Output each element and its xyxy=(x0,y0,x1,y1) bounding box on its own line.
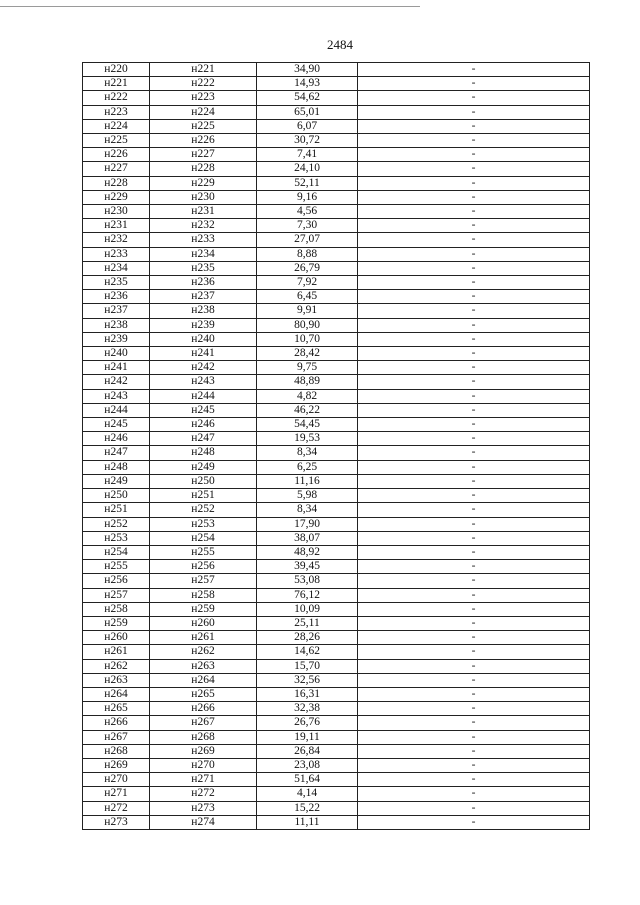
table-row xyxy=(83,276,590,290)
to-point-cell: н245 xyxy=(150,403,257,417)
distance-cell: 8,88 xyxy=(257,247,358,261)
to-point-cell: н224 xyxy=(150,105,257,119)
distance-cell: 19,11 xyxy=(257,730,358,744)
table-row xyxy=(83,318,590,332)
to-point-cell: н225 xyxy=(150,119,257,133)
note-cell: - xyxy=(358,219,590,233)
table-row xyxy=(83,787,590,801)
to-point-cell: н242 xyxy=(150,361,257,375)
from-point-cell: н231 xyxy=(83,219,150,233)
table-row xyxy=(83,261,590,275)
distance-cell: 80,90 xyxy=(257,318,358,332)
distance-cell: 6,25 xyxy=(257,460,358,474)
table-row xyxy=(83,588,590,602)
distance-cell: 27,07 xyxy=(257,233,358,247)
note-cell: - xyxy=(358,616,590,630)
table-row xyxy=(83,375,590,389)
note-cell: - xyxy=(358,432,590,446)
note-cell: - xyxy=(358,545,590,559)
table-row xyxy=(83,616,590,630)
table-body xyxy=(83,63,590,830)
distance-cell: 24,10 xyxy=(257,162,358,176)
to-point-cell: н252 xyxy=(150,503,257,517)
note-cell: - xyxy=(358,687,590,701)
table-row xyxy=(83,205,590,219)
from-point-cell: н220 xyxy=(83,63,150,77)
to-point-cell: н230 xyxy=(150,190,257,204)
note-cell: - xyxy=(358,787,590,801)
distance-cell: 34,90 xyxy=(257,63,358,77)
table-row xyxy=(83,560,590,574)
to-point-cell: н235 xyxy=(150,261,257,275)
from-point-cell: н245 xyxy=(83,418,150,432)
from-point-cell: н257 xyxy=(83,588,150,602)
note-cell: - xyxy=(358,815,590,829)
to-point-cell: н256 xyxy=(150,560,257,574)
to-point-cell: н239 xyxy=(150,318,257,332)
table-row xyxy=(83,744,590,758)
from-point-cell: н238 xyxy=(83,318,150,332)
distance-cell: 4,56 xyxy=(257,205,358,219)
note-cell: - xyxy=(358,517,590,531)
from-point-cell: н264 xyxy=(83,687,150,701)
note-cell: - xyxy=(358,631,590,645)
distance-cell: 28,26 xyxy=(257,631,358,645)
to-point-cell: н228 xyxy=(150,162,257,176)
distance-cell: 65,01 xyxy=(257,105,358,119)
table-row xyxy=(83,489,590,503)
to-point-cell: н254 xyxy=(150,531,257,545)
table-row xyxy=(83,162,590,176)
from-point-cell: н255 xyxy=(83,560,150,574)
note-cell: - xyxy=(358,361,590,375)
table-row xyxy=(83,730,590,744)
note-cell: - xyxy=(358,716,590,730)
distance-cell: 4,82 xyxy=(257,389,358,403)
top-rule xyxy=(0,6,420,7)
note-cell: - xyxy=(358,162,590,176)
note-cell: - xyxy=(358,63,590,77)
to-point-cell: н222 xyxy=(150,77,257,91)
to-point-cell: н249 xyxy=(150,460,257,474)
from-point-cell: н236 xyxy=(83,290,150,304)
distance-cell: 51,64 xyxy=(257,773,358,787)
from-point-cell: н232 xyxy=(83,233,150,247)
to-point-cell: н265 xyxy=(150,687,257,701)
to-point-cell: н267 xyxy=(150,716,257,730)
distance-cell: 7,30 xyxy=(257,219,358,233)
to-point-cell: н255 xyxy=(150,545,257,559)
table-row xyxy=(83,332,590,346)
table-row xyxy=(83,361,590,375)
table-row xyxy=(83,290,590,304)
distance-cell: 26,84 xyxy=(257,744,358,758)
from-point-cell: н268 xyxy=(83,744,150,758)
from-point-cell: н273 xyxy=(83,815,150,829)
note-cell: - xyxy=(358,318,590,332)
distance-cell: 76,12 xyxy=(257,588,358,602)
note-cell: - xyxy=(358,730,590,744)
distance-cell: 26,79 xyxy=(257,261,358,275)
distance-cell: 48,89 xyxy=(257,375,358,389)
note-cell: - xyxy=(358,276,590,290)
note-cell: - xyxy=(358,134,590,148)
distance-cell: 14,93 xyxy=(257,77,358,91)
note-cell: - xyxy=(358,304,590,318)
from-point-cell: н222 xyxy=(83,91,150,105)
from-point-cell: н246 xyxy=(83,432,150,446)
from-point-cell: н256 xyxy=(83,574,150,588)
table-row xyxy=(83,773,590,787)
table-row xyxy=(83,517,590,531)
table-row xyxy=(83,389,590,403)
note-cell: - xyxy=(358,332,590,346)
note-cell: - xyxy=(358,801,590,815)
to-point-cell: н233 xyxy=(150,233,257,247)
note-cell: - xyxy=(358,247,590,261)
distance-cell: 7,41 xyxy=(257,148,358,162)
note-cell: - xyxy=(358,418,590,432)
note-cell: - xyxy=(358,77,590,91)
table-row xyxy=(83,446,590,460)
note-cell: - xyxy=(358,105,590,119)
note-cell: - xyxy=(358,503,590,517)
note-cell: - xyxy=(358,389,590,403)
to-point-cell: н248 xyxy=(150,446,257,460)
from-point-cell: н262 xyxy=(83,659,150,673)
from-point-cell: н261 xyxy=(83,645,150,659)
from-point-cell: н244 xyxy=(83,403,150,417)
table-row xyxy=(83,602,590,616)
note-cell: - xyxy=(358,773,590,787)
distance-cell: 48,92 xyxy=(257,545,358,559)
distance-cell: 9,75 xyxy=(257,361,358,375)
distance-cell: 28,42 xyxy=(257,347,358,361)
table-row xyxy=(83,176,590,190)
note-cell: - xyxy=(358,190,590,204)
distance-cell: 23,08 xyxy=(257,758,358,772)
distance-cell: 9,91 xyxy=(257,304,358,318)
from-point-cell: н251 xyxy=(83,503,150,517)
note-cell: - xyxy=(358,403,590,417)
to-point-cell: н264 xyxy=(150,673,257,687)
note-cell: - xyxy=(358,176,590,190)
distance-cell: 8,34 xyxy=(257,503,358,517)
data-table xyxy=(82,62,590,830)
distance-cell: 11,11 xyxy=(257,815,358,829)
to-point-cell: н229 xyxy=(150,176,257,190)
note-cell: - xyxy=(358,474,590,488)
distance-cell: 30,72 xyxy=(257,134,358,148)
note-cell: - xyxy=(358,744,590,758)
page-number: 2484 xyxy=(327,37,353,52)
to-point-cell: н243 xyxy=(150,375,257,389)
to-point-cell: н231 xyxy=(150,205,257,219)
note-cell: - xyxy=(358,261,590,275)
note-cell: - xyxy=(358,659,590,673)
to-point-cell: н274 xyxy=(150,815,257,829)
from-point-cell: н259 xyxy=(83,616,150,630)
from-point-cell: н221 xyxy=(83,77,150,91)
from-point-cell: н242 xyxy=(83,375,150,389)
distance-cell: 6,45 xyxy=(257,290,358,304)
table-row xyxy=(83,247,590,261)
from-point-cell: н234 xyxy=(83,261,150,275)
to-point-cell: н253 xyxy=(150,517,257,531)
distance-cell: 19,53 xyxy=(257,432,358,446)
distance-cell: 53,08 xyxy=(257,574,358,588)
table-row xyxy=(83,687,590,701)
distance-cell: 15,22 xyxy=(257,801,358,815)
from-point-cell: н253 xyxy=(83,531,150,545)
to-point-cell: н232 xyxy=(150,219,257,233)
from-point-cell: н267 xyxy=(83,730,150,744)
distance-cell: 4,14 xyxy=(257,787,358,801)
note-cell: - xyxy=(358,489,590,503)
from-point-cell: н265 xyxy=(83,702,150,716)
from-point-cell: н247 xyxy=(83,446,150,460)
to-point-cell: н240 xyxy=(150,332,257,346)
table-row xyxy=(83,190,590,204)
table-row xyxy=(83,91,590,105)
distance-cell: 17,90 xyxy=(257,517,358,531)
to-point-cell: н270 xyxy=(150,758,257,772)
distance-cell: 14,62 xyxy=(257,645,358,659)
from-point-cell: н258 xyxy=(83,602,150,616)
table-row xyxy=(83,545,590,559)
table-row xyxy=(83,63,590,77)
to-point-cell: н268 xyxy=(150,730,257,744)
note-cell: - xyxy=(358,702,590,716)
table-row xyxy=(83,801,590,815)
note-cell: - xyxy=(358,375,590,389)
table-row xyxy=(83,105,590,119)
distance-cell: 11,16 xyxy=(257,474,358,488)
from-point-cell: н252 xyxy=(83,517,150,531)
from-point-cell: н226 xyxy=(83,148,150,162)
table-row xyxy=(83,347,590,361)
to-point-cell: н258 xyxy=(150,588,257,602)
table-row xyxy=(83,460,590,474)
table-row xyxy=(83,304,590,318)
to-point-cell: н244 xyxy=(150,389,257,403)
distance-cell: 10,70 xyxy=(257,332,358,346)
note-cell: - xyxy=(358,588,590,602)
distance-cell: 8,34 xyxy=(257,446,358,460)
distance-cell: 38,07 xyxy=(257,531,358,545)
distance-cell: 54,62 xyxy=(257,91,358,105)
note-cell: - xyxy=(358,91,590,105)
from-point-cell: н239 xyxy=(83,332,150,346)
from-point-cell: н266 xyxy=(83,716,150,730)
note-cell: - xyxy=(358,574,590,588)
table-row xyxy=(83,574,590,588)
note-cell: - xyxy=(358,460,590,474)
distance-cell: 39,45 xyxy=(257,560,358,574)
table-row xyxy=(83,77,590,91)
distance-cell: 10,09 xyxy=(257,602,358,616)
table-row xyxy=(83,631,590,645)
distance-cell: 5,98 xyxy=(257,489,358,503)
note-cell: - xyxy=(358,148,590,162)
distance-cell: 25,11 xyxy=(257,616,358,630)
note-cell: - xyxy=(358,645,590,659)
distance-cell: 52,11 xyxy=(257,176,358,190)
table-row xyxy=(83,645,590,659)
from-point-cell: н225 xyxy=(83,134,150,148)
to-point-cell: н221 xyxy=(150,63,257,77)
table-row xyxy=(83,659,590,673)
distance-cell: 7,92 xyxy=(257,276,358,290)
table-row xyxy=(83,403,590,417)
to-point-cell: н263 xyxy=(150,659,257,673)
table-row xyxy=(83,474,590,488)
from-point-cell: н243 xyxy=(83,389,150,403)
from-point-cell: н224 xyxy=(83,119,150,133)
table-row xyxy=(83,702,590,716)
note-cell: - xyxy=(358,602,590,616)
table-row xyxy=(83,503,590,517)
to-point-cell: н246 xyxy=(150,418,257,432)
distance-cell: 15,70 xyxy=(257,659,358,673)
distance-cell: 9,16 xyxy=(257,190,358,204)
to-point-cell: н257 xyxy=(150,574,257,588)
from-point-cell: н260 xyxy=(83,631,150,645)
from-point-cell: н249 xyxy=(83,474,150,488)
table-row xyxy=(83,233,590,247)
from-point-cell: н263 xyxy=(83,673,150,687)
distance-cell: 32,56 xyxy=(257,673,358,687)
distance-cell: 26,76 xyxy=(257,716,358,730)
to-point-cell: н262 xyxy=(150,645,257,659)
from-point-cell: н229 xyxy=(83,190,150,204)
note-cell: - xyxy=(358,290,590,304)
to-point-cell: н226 xyxy=(150,134,257,148)
distance-cell: 54,45 xyxy=(257,418,358,432)
table-row xyxy=(83,432,590,446)
from-point-cell: н233 xyxy=(83,247,150,261)
to-point-cell: н247 xyxy=(150,432,257,446)
from-point-cell: н230 xyxy=(83,205,150,219)
from-point-cell: н240 xyxy=(83,347,150,361)
to-point-cell: н261 xyxy=(150,631,257,645)
from-point-cell: н227 xyxy=(83,162,150,176)
note-cell: - xyxy=(358,205,590,219)
from-point-cell: н250 xyxy=(83,489,150,503)
to-point-cell: н271 xyxy=(150,773,257,787)
note-cell: - xyxy=(358,758,590,772)
table-row xyxy=(83,531,590,545)
table-row xyxy=(83,673,590,687)
to-point-cell: н227 xyxy=(150,148,257,162)
note-cell: - xyxy=(358,119,590,133)
table-row xyxy=(83,758,590,772)
to-point-cell: н237 xyxy=(150,290,257,304)
to-point-cell: н241 xyxy=(150,347,257,361)
from-point-cell: н269 xyxy=(83,758,150,772)
from-point-cell: н228 xyxy=(83,176,150,190)
to-point-cell: н269 xyxy=(150,744,257,758)
note-cell: - xyxy=(358,673,590,687)
note-cell: - xyxy=(358,347,590,361)
distance-cell: 16,31 xyxy=(257,687,358,701)
from-point-cell: н248 xyxy=(83,460,150,474)
to-point-cell: н259 xyxy=(150,602,257,616)
from-point-cell: н235 xyxy=(83,276,150,290)
to-point-cell: н251 xyxy=(150,489,257,503)
table-row xyxy=(83,418,590,432)
from-point-cell: н254 xyxy=(83,545,150,559)
from-point-cell: н271 xyxy=(83,787,150,801)
from-point-cell: н241 xyxy=(83,361,150,375)
to-point-cell: н272 xyxy=(150,787,257,801)
to-point-cell: н238 xyxy=(150,304,257,318)
from-point-cell: н237 xyxy=(83,304,150,318)
to-point-cell: н234 xyxy=(150,247,257,261)
to-point-cell: н273 xyxy=(150,801,257,815)
to-point-cell: н260 xyxy=(150,616,257,630)
to-point-cell: н223 xyxy=(150,91,257,105)
table-row xyxy=(83,219,590,233)
note-cell: - xyxy=(358,560,590,574)
distance-cell: 6,07 xyxy=(257,119,358,133)
from-point-cell: н272 xyxy=(83,801,150,815)
from-point-cell: н270 xyxy=(83,773,150,787)
table-row xyxy=(83,716,590,730)
table-row xyxy=(83,119,590,133)
note-cell: - xyxy=(358,233,590,247)
note-cell: - xyxy=(358,531,590,545)
distance-cell: 46,22 xyxy=(257,403,358,417)
distance-cell: 32,38 xyxy=(257,702,358,716)
table-row xyxy=(83,815,590,829)
to-point-cell: н250 xyxy=(150,474,257,488)
from-point-cell: н223 xyxy=(83,105,150,119)
to-point-cell: н266 xyxy=(150,702,257,716)
table-row xyxy=(83,148,590,162)
to-point-cell: н236 xyxy=(150,276,257,290)
table-row xyxy=(83,134,590,148)
note-cell: - xyxy=(358,446,590,460)
